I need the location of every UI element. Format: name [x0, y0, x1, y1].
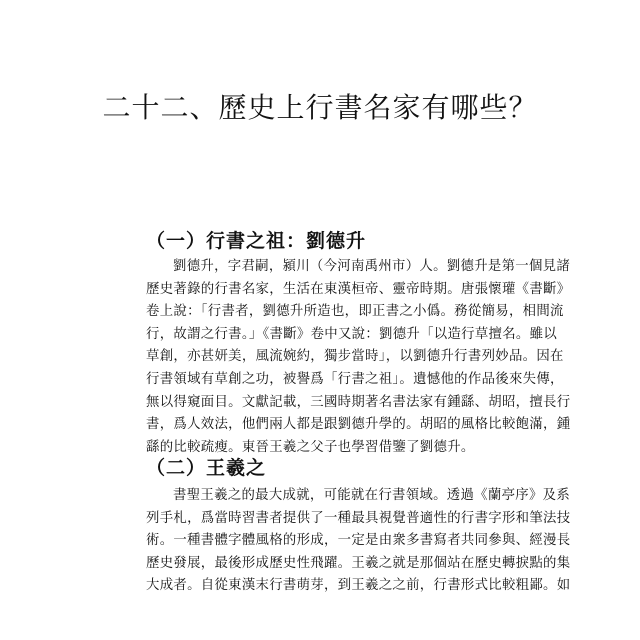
- paragraph-line: 列手札，爲當時習書者提供了一種最具視覺普適性的行書字形和筆法技: [146, 510, 571, 526]
- paragraph-line: 大成者。自從東漢末行書萌芽，到王羲之之前，行書形式比較粗鄙。如: [146, 578, 571, 594]
- paragraph-line: 歷史發展，最後形成歷史性飛躍。王羲之就是那個站在歷史轉捩點的集: [146, 555, 571, 571]
- paragraph-line: 劉德升，字君嗣，潁川（今河南禹州市）人。劉德升是第一個見諸: [173, 259, 571, 274]
- section-body-wang-xizhi: [146, 485, 571, 598]
- section-body-liu-desheng: [146, 256, 571, 459]
- chapter-title: 二十二、歷史上行書名家有哪些？: [102, 91, 538, 124]
- paragraph-line: 無以得窺面目。文獻記載，三國時期著名書法家有鍾繇、胡昭，擅長行: [146, 394, 571, 410]
- paragraph-line: 行書領域有草創之功，被譽爲「行書之祖」。遺憾他的作品後來失傳，: [146, 371, 564, 387]
- paragraph-line: 術。一種書體字體風格的形成，一定是由衆多書寫者共同參與、經漫長: [146, 533, 571, 549]
- section-heading-wang-xizhi: （二）王羲之: [146, 457, 267, 479]
- paragraph-line: 歷史著錄的行書名家，生活在東漢桓帝、靈帝時期。唐張懷瓘《書斷》: [146, 281, 571, 297]
- section-heading-liu-desheng: （一）行書之祖：劉德升: [146, 230, 367, 252]
- paragraph-line: 草創，亦甚妍美，風流婉約，獨步當時」，以劉德升行書列妙品。因在: [146, 349, 564, 365]
- paragraph-line: 書聖王羲之的最大成就，可能就在行書領域。透過《蘭亭序》及系: [173, 488, 571, 503]
- paragraph-line: 卷上說：「行書者，劉德升所造也，即正書之小僞。務從簡易，相間流: [146, 304, 564, 320]
- paragraph-line: 繇的比較疏瘦。東晉王羲之父子也學習借鑒了劉德升。: [146, 439, 475, 455]
- paragraph-line: 書，爲人效法，他們兩人都是跟劉德升學的。胡昭的風格比較飽滿，鍾: [146, 417, 571, 433]
- paragraph-line: 行，故謂之行書。」《書斷》卷中又說：劉德升「以造行草擅名。雖以: [146, 326, 558, 342]
